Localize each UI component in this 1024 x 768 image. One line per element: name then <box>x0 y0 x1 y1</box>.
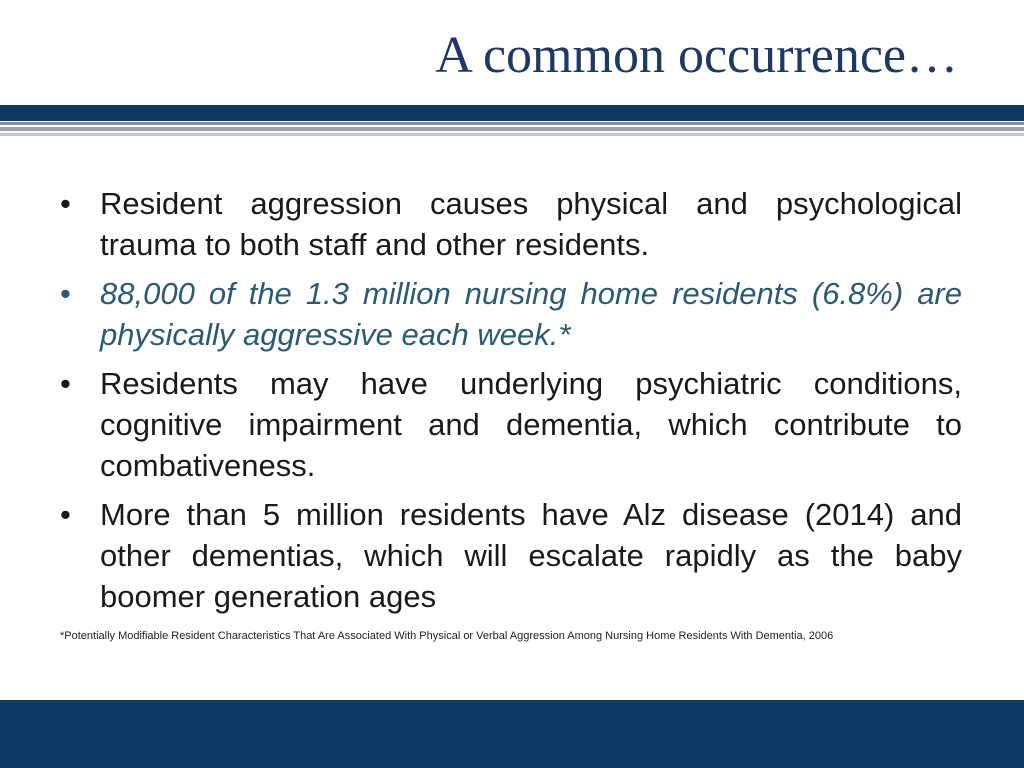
footer-bar <box>0 700 1024 768</box>
bullet-marker: • <box>60 186 71 221</box>
bullet-item <box>60 363 962 486</box>
header-bar <box>0 105 1024 121</box>
bullet-marker: • <box>60 276 71 311</box>
bullet-list <box>60 183 962 625</box>
footnote: *Potentially Modifiable Resident Characteristics That Are Associated With Physical or Verbal Aggression Among Nursing Home Residents With Dementia, 2006 <box>60 630 834 642</box>
header-divider-line <box>0 133 1024 136</box>
bullet-item-highlight <box>60 273 962 355</box>
bullet-item <box>60 183 962 265</box>
bullet-text: Resident aggression causes physical and psychological trauma to both staff and other residents. <box>100 186 962 262</box>
bullet-marker: • <box>60 366 71 401</box>
slide-title: A common occurrence… <box>435 27 958 84</box>
bullet-text: Residents may have underlying psychiatric conditions, cognitive impairment and dementia, which contribute to combativeness. <box>100 366 962 483</box>
bullet-marker: • <box>60 497 71 532</box>
bullet-text: 88,000 of the 1.3 million nursing home residents (6.8%) are physically aggressive each week.* <box>100 276 962 352</box>
bullet-text: More than 5 million residents have Alz disease (2014) and other dementias, which will escalate rapidly as the baby boomer generation ages <box>100 497 962 614</box>
header-divider-line <box>0 127 1024 131</box>
header-divider-line <box>0 122 1024 125</box>
bullet-item <box>60 494 962 617</box>
